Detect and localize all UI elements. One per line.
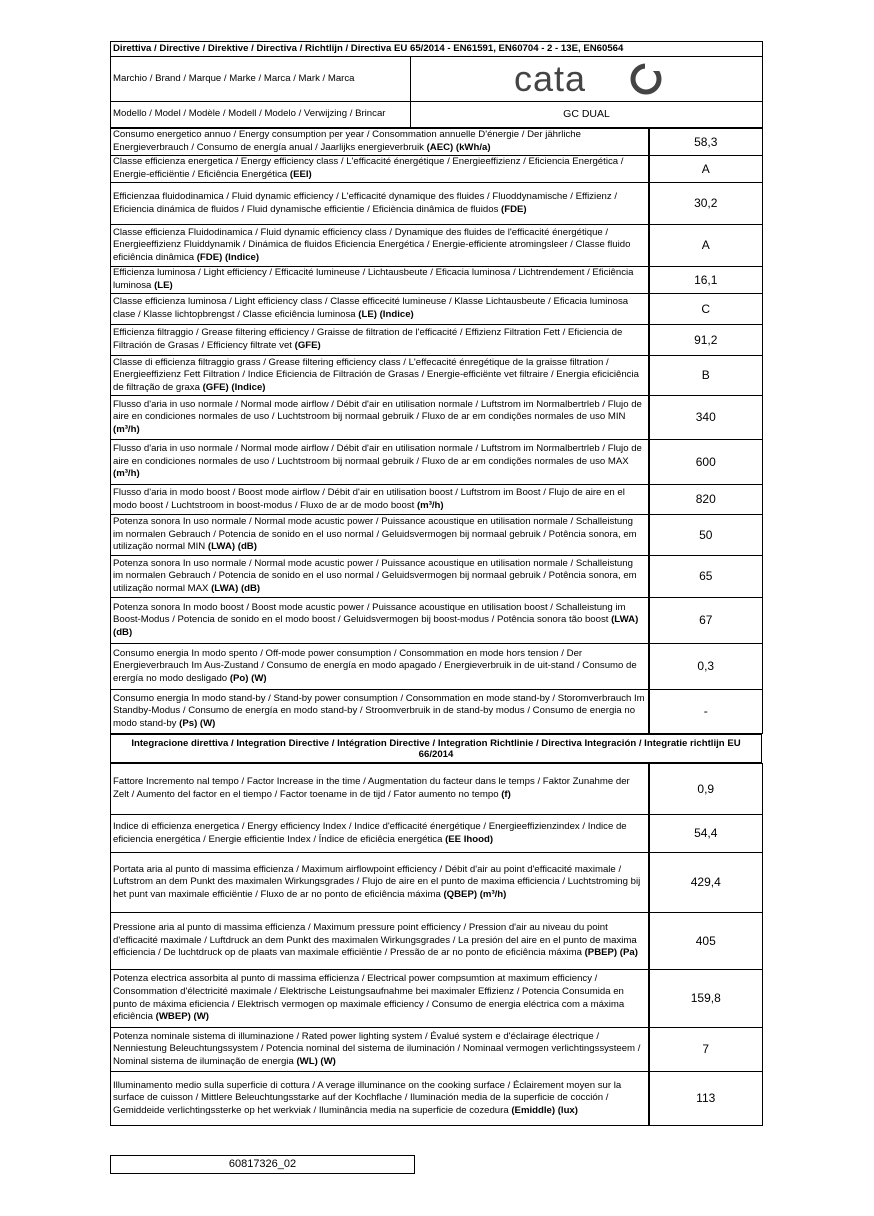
parameter-text: Classe efficienza luminosa / Light efficiency class / Classe efficecité lumineuse / Klasse Lichtausbeute / Eficacia luminosa clase / Klasse lichtopbrengst / Classe eficiência luminosa	[113, 296, 629, 320]
parameter-symbol: (m³/h)	[113, 423, 140, 435]
parameter-text: Fattore Incremento nal tempo / Factor Increase in the time / Augmentation du facteur dans le temps / Faktor Zunahme der Zelt / Aumento del factor en el tiempo / Factor toename in de tijd / Fator aumento no tempo	[113, 776, 630, 800]
parameter-symbol: (LWA) (dB)	[207, 541, 257, 553]
parameter-value: A	[649, 225, 763, 267]
parameter-description	[111, 225, 649, 267]
parameter-value: 65	[649, 556, 763, 598]
parameter-text: Consumo energia In modo spento / Off-mode power consumption / Consommation en mode hors tension / Der Energieverbrauch Im Aus-Zustand / Consumo de energía en modo apagado / Energieverbruik in de uit-stand / Consumo de erergía no modo desligado	[113, 647, 637, 684]
parameter-description	[111, 440, 649, 485]
parameter-value: 54,4	[649, 815, 763, 853]
parameter-text: Potenza nominale sistema di illuminazione / Rated power lighting system / Évalué system e d'éclairage électrique / Nenniestung Beleuchtungssystem / Potencia nominal del sistema de iluminación / Nominaal vermogen verlichtingssysteem / Nominal sistema de iluminação de energia	[113, 1030, 641, 1067]
parameter-text: Consumo energetico annuo / Energy consumption per year / Consommation annuelle D'énergie / Der jährliche Energieverbrauch / Consumo de energía anual / Jaarlijks energieverbruik	[113, 129, 581, 153]
brand-label: Marchio / Brand / Marque / Marke / Marca / Mark / Marca	[111, 57, 411, 102]
table-row	[111, 225, 763, 267]
parameter-value: 0,9	[649, 764, 763, 815]
parameter-value: 91,2	[649, 325, 763, 356]
directive-header: Direttiva / Directive / Direktive / Directiva / Richtlijn / Directiva EU 65/2014 - EN61591, EN60704 - 2 - 13E, EN60564	[111, 42, 763, 57]
parameter-value: 159,8	[649, 970, 763, 1028]
parameter-description	[111, 764, 649, 815]
parameter-symbol: (Emiddle) (lux)	[511, 1104, 578, 1116]
parameter-description	[111, 294, 649, 325]
parameter-description	[111, 644, 649, 690]
parameter-text: Classe efficienza energetica / Energy efficiency class / L'efficacité énergétique / Energieeffizienz / Eficiencia Energética / Energie-efficiëntie / Eficiência Energética	[113, 156, 624, 180]
parameter-symbol: (m³/h)	[416, 499, 444, 511]
parameter-value: 820	[649, 485, 763, 515]
parameter-text: Potenza electrica assorbita al punto di massima efficienza / Electrical power compsumtion at maximum efficiency / Consommation d'électricité maximale / Elektrische Leistungsaufnahme bei maximaler Effizienz / Potencia Consumida en punto de máxima eficiencia / Elektrisch vermogen op maximale efficiency / Consumo de energia eléctrica com a máxima eficiência	[113, 973, 625, 1023]
parameter-text: Efficienza filtraggio / Grease filtering efficiency / Graisse de filtration de l'efficacité / Effizienz Filtration Fett / Eficiencia de Filtración de Grasas / Efficiency filtrate vet	[113, 327, 623, 351]
cata-logo-icon	[514, 61, 664, 97]
cata-logo	[413, 61, 760, 97]
logo-wordmark: cata	[514, 61, 587, 97]
model-label: Modello / Model / Modèle / Modell / Modelo / Verwijzing / Brincar	[111, 102, 411, 128]
parameter-description	[111, 1072, 649, 1126]
table-row	[111, 644, 763, 690]
parameter-description	[111, 156, 649, 183]
parameter-symbol: (EE Ihood)	[445, 833, 494, 845]
parameter-text: Potenza sonora In uso normale / Normal mode acustic power / Puissance acoustique en utilisation normale / Schalleistung im normalen Gebrauch / Potencia de sonido en el uso normal / Geluidsvermogen bij normaal gebruik / Potência sonora, em utilização normal MAX	[113, 557, 637, 594]
table-row	[111, 156, 763, 183]
table-row	[111, 129, 763, 156]
table-row	[111, 913, 763, 970]
table-row	[111, 396, 763, 440]
parameter-description	[111, 129, 649, 156]
parameter-description	[111, 970, 649, 1028]
table-row	[111, 690, 763, 734]
parameter-description	[111, 267, 649, 294]
table-row	[111, 267, 763, 294]
table-row	[111, 485, 763, 515]
parameter-description	[111, 815, 649, 853]
parameter-symbol: (Po) (W)	[229, 672, 267, 684]
parameter-description	[111, 515, 649, 556]
parameter-description	[111, 853, 649, 913]
parameter-description	[111, 913, 649, 970]
parameter-text: Portata aria al punto di massima efficienza / Maximum airflowpoint efficiency / Débit d'air au point d'efficacité maximale / Luftstrom an dem Punkt des maximalen Wirkungsgrades / Flujo de aire en el punto de maxima efficiencia / Luchtstroming bij het punt van maximale efficiëntie / Fluxo de ar no ponto de eficiência máxima	[113, 863, 641, 900]
parameter-symbol: (PBEP) (Pa)	[584, 947, 638, 959]
parameter-symbol: (LE)	[154, 280, 173, 291]
parameter-symbol: (EEI)	[289, 169, 312, 180]
parameter-text: Potenza sonora In uso normale / Normal mode acustic power / Puissance acoustique en utilisation normale / Schalleistung im normalen Gebrauch / Potencia de sonido en el uso normal / Geluidsvermogen bij normaal gebruik / Potência sonora, em utilização normal MIN	[113, 516, 637, 553]
parameter-symbol: (LE) (Indice)	[358, 309, 414, 320]
parameter-symbol: (WL) (W)	[296, 1055, 336, 1067]
parameter-description	[111, 690, 649, 734]
parameter-value: B	[649, 356, 763, 396]
parameter-text: Potenza sonora In modo boost / Boost mode acustic power / Puissance acoustique en utilisation boost / Schalleistung im Boost-Modus / Potencia de sonido en el modo boost / Geluidsvermogen bij boost-modus / Potência sonora tão boost	[113, 601, 626, 626]
parameter-value: 113	[649, 1072, 763, 1126]
parameter-symbol: (QBEP) (m³/h)	[443, 888, 507, 900]
parameter-description	[111, 1028, 649, 1072]
table-row	[111, 183, 763, 225]
energy-label-sheet	[110, 41, 762, 1126]
table-row	[111, 1028, 763, 1072]
parameter-symbol: (WBEP) (W)	[155, 1011, 209, 1023]
parameter-symbol: (GFE) (Indice)	[202, 381, 266, 393]
parameter-symbol: (FDE) (Indice)	[196, 251, 260, 263]
parameter-value: 0,3	[649, 644, 763, 690]
table-row	[111, 1072, 763, 1126]
parameter-value: 58,3	[649, 129, 763, 156]
product-data-table	[110, 41, 763, 128]
parameter-description	[111, 356, 649, 396]
parameter-text: Flusso d'aria in modo boost / Boost mode airflow / Débit d'air en utilisation boost / Luftstrom im Boost / Flujo de aire en el modo boost / Luchtstroom in boost-modus / Fluxo de ar de modo boost	[113, 486, 625, 511]
parameter-text: Consumo energia In modo stand-by / Stand-by power consumption / Consommation en mode stand-by / Storomverbrauch Im Standby-Modus / Consumo de energía en modo stand-by / Stroomverbruik in de stand-by modus / Consumo de energia no modo stand-by	[113, 692, 645, 729]
parameter-text: Indice di efficienza energetica / Energy efficiency Index / Indice d'efficacité énergétique / Energieeffizienzindex / Indice de eficiencia energética / Energie efficientie Index / Índice de eficiêcia energética	[113, 820, 627, 845]
table-row	[111, 294, 763, 325]
parameter-symbol: (LWA) (dB)	[113, 614, 639, 638]
parameter-text: Flusso d'aria in uso normale / Normal mode airflow / Débit d'air en utilisation normale / Luftstrom im Normalbertrleb / Flujo de aire en condiciones normales de uso / Luchtstroom bij normaal gebruik / Fluxo de ar em condições normales de uso MIN	[113, 398, 642, 423]
table-row	[111, 764, 763, 815]
parameter-text: Efficienzaa fluidodinamica / Fluid dynamic efficiency / L'efficacité dynamique des fluides / Fluoddynamische / Effizienz / Eficiencia dinámica de fluidos / Fluid dynamische efficientie / Eficiència dinâmica de fluidos	[113, 190, 617, 215]
parameter-text: Flusso d'aria in uso normale / Normal mode airflow / Débit d'air en utilisation normale / Luftstrom im Normalbertrleb / Flujo de aire en condiciones normales de uso / Luchtstroom bij normaal gebruik / Fluxo de ar em condições normales de uso MAX	[113, 443, 642, 467]
brand-logo-cell	[411, 57, 763, 102]
parameter-value: 67	[649, 598, 763, 644]
table-row	[111, 356, 763, 396]
parameter-symbol: (f)	[501, 789, 511, 800]
parameter-description	[111, 183, 649, 225]
parameter-symbol: (FDE)	[501, 203, 527, 215]
document-code: 60817326_02	[110, 1155, 415, 1174]
integration-header: Integracione direttiva / Integration Directive / Intégration Directive / Integration Richtlinie / Directiva Integración / Integratie richtlijn EU 66/2014	[111, 735, 762, 763]
parameter-symbol: (Ps) (W)	[179, 717, 216, 729]
parameter-value: 16,1	[649, 267, 763, 294]
parameter-description	[111, 325, 649, 356]
parameter-text: Pressione aria al punto di massima efficienza / Maximum pressure point efficiency / Pression d'air au niveau du point d'efficacité maximale / Luftdruck an dem Punkt des maximalen Wirkungsgrades / La presión del aire en el punto de maxima efficiencia / De luchtdruck op de plaats van maximale efficiëntie / Pressão de ar no ponto de eficiência máxima	[113, 922, 637, 959]
parameter-value: 50	[649, 515, 763, 556]
table-row	[111, 815, 763, 853]
parameter-symbol: (AEC) (kWh/a)	[426, 142, 491, 153]
table-row	[111, 440, 763, 485]
parameter-text: Classe efficienza Fluidodinamica / Fluid dynamic efficiency class / Dynamique des fluides de l'efficacité énergétique / Energieeffizienz Fluiddynamik / Dinámica de fluidos Eficiencia Energética / Energie-efficiente atromingsleer / Classe fluido eficiência dinâmica	[113, 226, 631, 263]
parameter-value: C	[649, 294, 763, 325]
table-row	[111, 325, 763, 356]
parameter-value: 30,2	[649, 183, 763, 225]
integration-header-table	[110, 734, 762, 763]
parameter-value: A	[649, 156, 763, 183]
table-row	[111, 598, 763, 644]
parameter-symbol: (GFE)	[294, 340, 321, 351]
parameter-value: 7	[649, 1028, 763, 1072]
parameter-description	[111, 396, 649, 440]
rows-table	[110, 128, 763, 734]
parameter-description	[111, 556, 649, 598]
rows2-table	[110, 763, 763, 1126]
parameter-description	[111, 485, 649, 515]
parameter-value: 340	[649, 396, 763, 440]
parameter-value: 600	[649, 440, 763, 485]
model-value: GC DUAL	[411, 102, 763, 128]
parameter-value: 405	[649, 913, 763, 970]
parameter-text: Illuminamento medio sulla superficie di cottura / A verage illuminance on the cooking surface / Éclairement moyen sur la surface de cuisson / Mittlere Beleuchtungsstarke auf der Kochflache / Iluminación media de la superficie de cocción / Gemiddeide verlichtingssterke op het werkviak / Iluminância media na superficie de cozedura	[113, 1079, 622, 1116]
parameter-text: Efficienza luminosa / Light efficiency / Efficacité lumineuse / Lichtausbeute / Eficacia luminosa / Lichtrendement / Eficiência luminosa	[113, 267, 634, 291]
parameter-description	[111, 598, 649, 644]
parameter-text: Classe di efficienza filtraggio grass / Grease filtering efficiency class / L'effecacité énregétique de la graisse filtration / Energieeffizienz Fett Filtration / Indice Eficiencia de Filtración de Grasas / Energie-efficiënte vet filtraire / Energia eficiciência de filtração de graxa	[113, 356, 639, 393]
table-row	[111, 853, 763, 913]
parameter-value: 429,4	[649, 853, 763, 913]
table-row	[111, 970, 763, 1028]
parameter-symbol: (LWA) (dB)	[211, 582, 261, 594]
parameter-symbol: (m³/h)	[113, 468, 140, 480]
table-row	[111, 515, 763, 556]
table-row	[111, 556, 763, 598]
parameter-value: -	[649, 690, 763, 734]
